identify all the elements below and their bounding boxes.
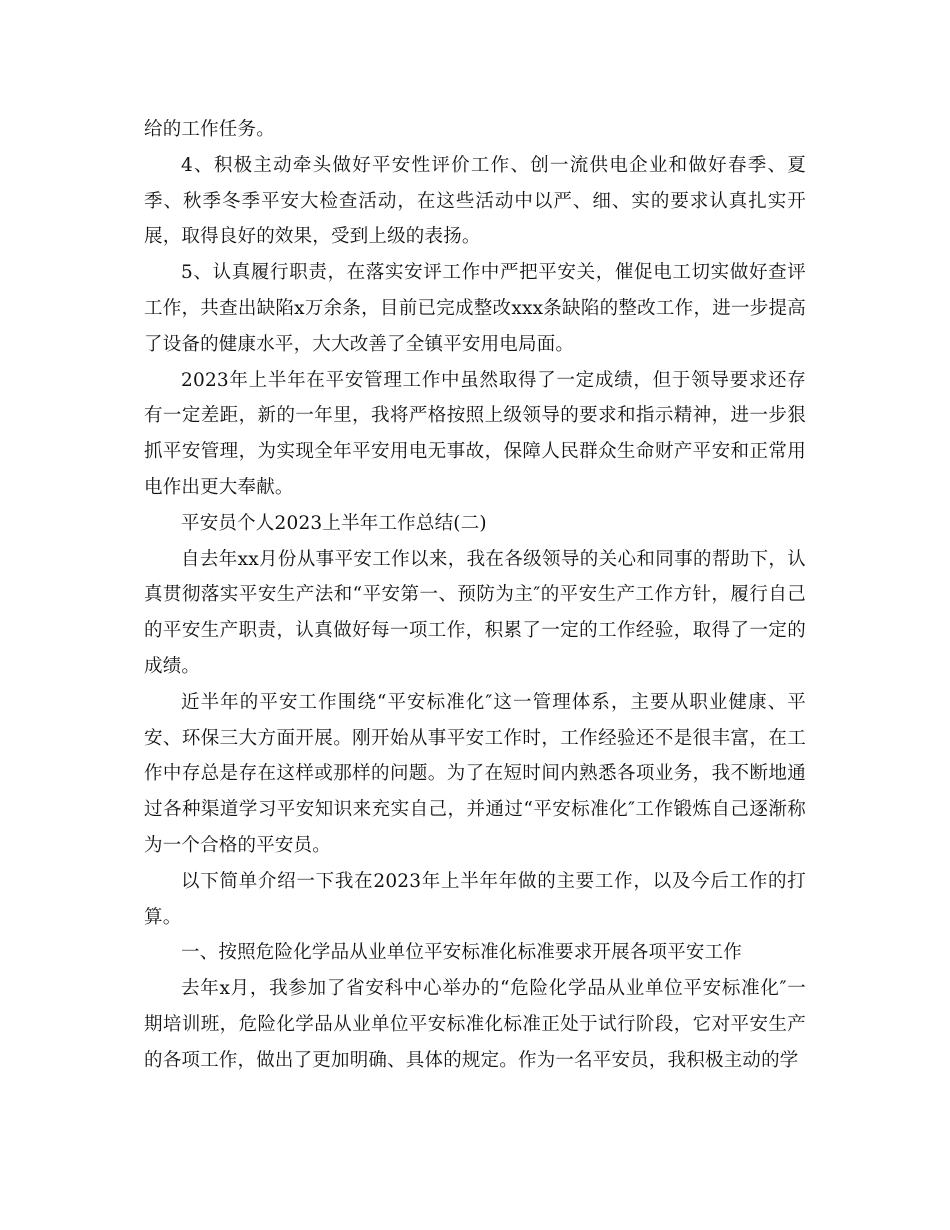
paragraph-10: 去年x月，我参加了省安科中心举办的“危险化学品从业单位平安标准化″一期培训班，危险化学品从业单位平安标准化标准正处于试行阶段，它对平安生产的各项工作，做出了更加明确、具体的规定。作为一名平安员，我积极主动的学 [144,978,806,1071]
paragraph-1: 给的工作任务。 [144,119,275,140]
paragraph-3: 5、认真履行职责，在落实安评工作中严把平安关，催促电工切实做好查评工作，共查出缺陷x万余条，目前已完成整改xxx条缺陷的整改工作，进一步提高了设备的健康水平，大大改善了全镇平安用电局面。 [144,262,806,355]
paragraph-8: 以下简单介绍一下我在2023年上半年年做的主要工作，以及今后工作的打算。 [144,870,806,928]
paragraph-7: 近半年的平安工作围绕“平安标准化″这一管理体系，主要从职业健康、平安、环保三大方面开展。刚开始从事平安工作时，工作经验还不是很丰富，在工作中存总是存在这样或那样的问题。为了在短时间内熟悉各项业务，我不断地通过各种渠道学习平安知识来充实自己，并通过“平安标准化″工作锻炼自己逐渐称为一个合格的平安员。 [144,691,806,856]
paragraph-2: 4、积极主动牵头做好平安性评价工作、创一流供电企业和做好春季、夏季、秋季冬季平安大检查活动，在这些活动中以严、细、实的要求认真扎实开展，取得良好的效果，受到上级的表扬。 [144,154,806,248]
subsection-heading: 一、按照危险化学品从业单位平安标准化标准要求开展各项平安工作 [181,942,743,964]
section-title: 平安员个人2023上半年工作总结(二) [181,512,487,534]
paragraph-4: 2023年上半年在平安管理工作中虽然取得了一定成绩，但于领导要求还存有一定差距，新的一年里，我将严格按照上级领导的要求和指示精神，进一步狠抓平安管理，为实现全年平安用电无事故，保障人民群众生命财产平安和正常用电作出更大奉献。 [144,369,806,498]
document-page [144,112,806,1079]
paragraph-6: 自去年xx月份从事平安工作以来，我在各级领导的关心和同事的帮助下，认真贯彻落实平安生产法和“平安第一、预防为主″的平安生产工作方针，履行自己的平安生产职责，认真做好每一项工作，积累了一定的工作经验，取得了一定的成绩。 [144,548,806,677]
